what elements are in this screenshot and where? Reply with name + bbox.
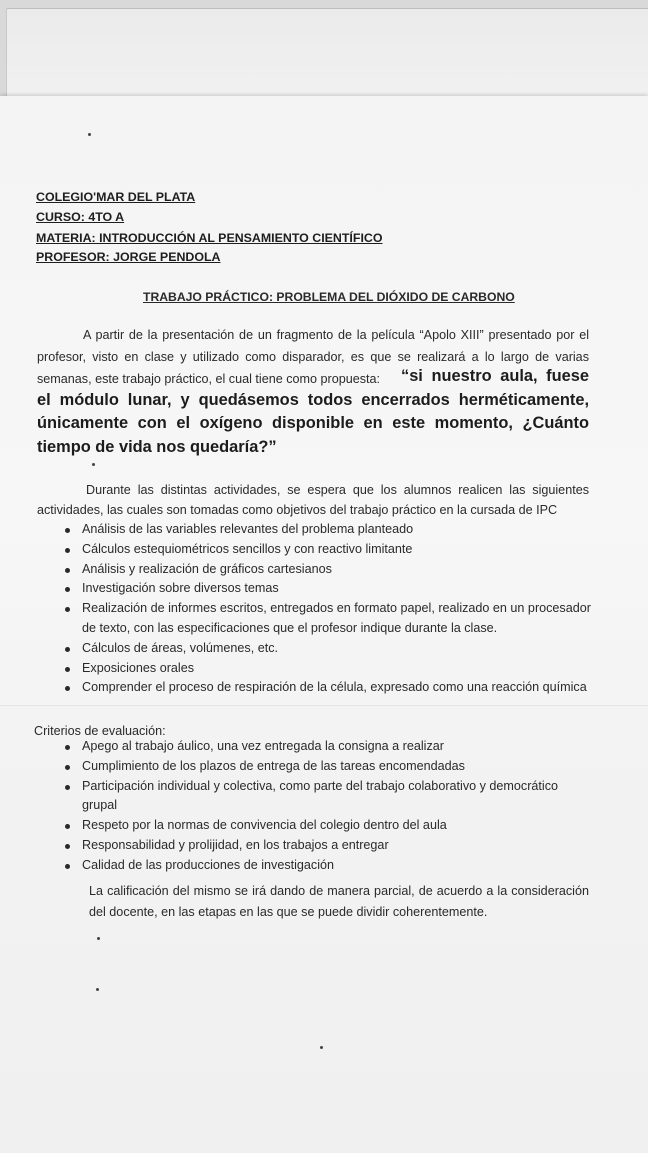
list-item: Responsabilidad y prolijidad, en los trabajos a entregar <box>62 836 592 856</box>
list-item: Calidad de las producciones de investigación <box>62 856 592 876</box>
paper-speck <box>88 133 91 136</box>
paper-speck <box>97 937 100 940</box>
list-item: Participación individual y colectiva, como parte del trabajo colaborativo y democrático grupal <box>62 777 592 817</box>
list-item: Apego al trabajo áulico, una vez entregada la consigna a realizar <box>62 737 592 757</box>
school-name: COLEGIO'MAR DEL PLATA <box>36 190 196 204</box>
paper-speck <box>92 463 95 466</box>
closing-paragraph: La calificación del mismo se irá dando de manera parcial, de acuerdo a la consideración del docente, en las etapas en las que se puede dividir coherentemente. <box>89 884 589 919</box>
list-item: Comprender el proceso de respiración de la célula, expresado como una reacción química <box>62 678 592 698</box>
paper-speck <box>320 1046 323 1049</box>
activities-intro: Durante las distintas actividades, se espera que los alumnos realicen las siguientes actividades, las cuales son tomadas como objetivos del trabajo práctico en la cursada de IPC <box>37 483 589 517</box>
paper-speck <box>96 988 99 991</box>
subject-line: MATERIA: INTRODUCCIÓN AL PENSAMIENTO CIENTÍFICO <box>36 231 383 245</box>
criteria-heading: Criterios de evaluación: <box>34 724 166 738</box>
list-item: Cumplimiento de los plazos de entrega de las tareas encomendadas <box>62 757 592 777</box>
intro-paragraph: A partir de la presentación de un fragmento de la película “Apolo XIII” presentado por el profesor, visto en clase y utilizado como disparador, es que se realizará a lo largo de varias semanas, este trabajo práctico, el cual tiene como propuesta: <box>37 328 589 386</box>
list-item: Respeto por la normas de convivencia del colegio dentro del aula <box>62 816 592 836</box>
list-item: Realización de informes escritos, entregados en formato papel, realizado en un procesador de texto, con las especificaciones que el profesor indique durante la clase. <box>62 599 592 639</box>
list-item: Cálculos de áreas, volúmenes, etc. <box>62 639 592 659</box>
list-item: Cálculos estequiométricos sencillos y con reactivo limitante <box>62 540 592 560</box>
course-line: CURSO: 4TO A <box>36 210 125 224</box>
teacher-line: PROFESOR: JORGE PENDOLA <box>36 250 221 264</box>
list-item: Análisis y realización de gráficos cartesianos <box>62 560 592 580</box>
question-quote: “si nuestro aula, fuese el módulo lunar, y quedásemos todos encerrados herméticamente, únicamente con el oxígeno disponible en este momento, ¿Cuánto tiempo de vida nos quedaría?” <box>37 367 589 456</box>
activities-list <box>62 520 592 698</box>
list-item: Exposiciones orales <box>62 659 592 679</box>
list-item: Análisis de las variables relevantes del problema planteado <box>62 520 592 540</box>
list-item: Investigación sobre diversos temas <box>62 579 592 599</box>
criteria-list <box>62 737 592 876</box>
page-title: TRABAJO PRÁCTICO: PROBLEMA DEL DIÓXIDO DE CARBONO <box>143 290 515 304</box>
